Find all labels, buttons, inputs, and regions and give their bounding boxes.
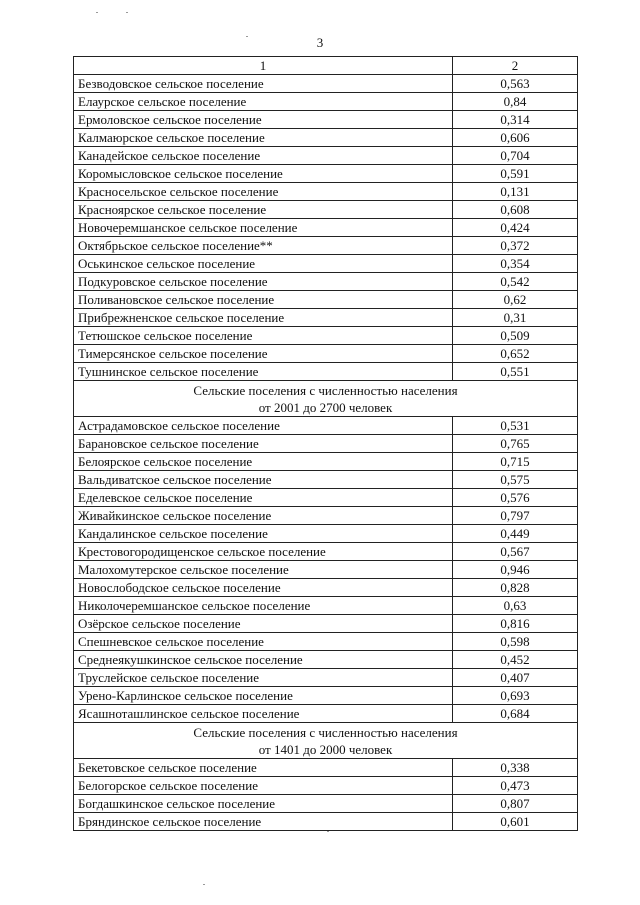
table-row bbox=[74, 669, 578, 687]
settlement-name: Еделевское сельское поселение bbox=[74, 489, 453, 507]
settlement-name: Октябрьское сельское поселение** bbox=[74, 237, 453, 255]
page-number: 3 bbox=[316, 35, 324, 50]
settlement-name: Николочеремшанское сельское поселение bbox=[74, 597, 453, 615]
coefficient-value: 0,601 bbox=[453, 813, 578, 831]
table-row bbox=[74, 417, 578, 435]
coefficient-value: 0,598 bbox=[453, 633, 578, 651]
scan-speck bbox=[96, 12, 98, 13]
settlement-name: Белоярское сельское поселение bbox=[74, 453, 453, 471]
settlement-name: Ермоловское сельское поселение bbox=[74, 111, 453, 129]
table-row bbox=[74, 93, 578, 111]
scan-speck bbox=[327, 831, 329, 832]
coefficient-value: 0,131 bbox=[453, 183, 578, 201]
scan-speck bbox=[203, 884, 205, 885]
coefficient-value: 0,575 bbox=[453, 471, 578, 489]
section-heading-row bbox=[74, 723, 578, 759]
table-row bbox=[74, 273, 578, 291]
coefficient-value: 0,354 bbox=[453, 255, 578, 273]
settlement-name: Новочеремшанское сельское поселение bbox=[74, 219, 453, 237]
table-row bbox=[74, 453, 578, 471]
table-row bbox=[74, 345, 578, 363]
coefficient-value: 0,765 bbox=[453, 435, 578, 453]
coefficient-value: 0,314 bbox=[453, 111, 578, 129]
coefficients-table bbox=[73, 56, 578, 831]
coefficient-value: 0,563 bbox=[453, 75, 578, 93]
settlement-name: Белогорское сельское поселение bbox=[74, 777, 453, 795]
table-row bbox=[74, 615, 578, 633]
settlement-name: Богдашкинское сельское поселение bbox=[74, 795, 453, 813]
table-row bbox=[74, 777, 578, 795]
table-row bbox=[74, 309, 578, 327]
settlement-name: Коромысловское сельское поселение bbox=[74, 165, 453, 183]
settlement-name: Астрадамовское сельское поселение bbox=[74, 417, 453, 435]
coefficient-value: 0,567 bbox=[453, 543, 578, 561]
section-heading bbox=[74, 381, 578, 417]
settlement-name: Оськинское сельское поселение bbox=[74, 255, 453, 273]
coefficient-value: 0,424 bbox=[453, 219, 578, 237]
table-row bbox=[74, 435, 578, 453]
settlement-name: Озёрское сельское поселение bbox=[74, 615, 453, 633]
coefficient-value: 0,591 bbox=[453, 165, 578, 183]
section-heading-line-1: Сельские поселения с численностью населения bbox=[193, 724, 458, 740]
settlement-name: Живайкинское сельское поселение bbox=[74, 507, 453, 525]
settlement-name: Крестовогородищенское сельское поселение bbox=[74, 543, 453, 561]
settlement-name: Калмаюрское сельское поселение bbox=[74, 129, 453, 147]
coefficient-value: 0,62 bbox=[453, 291, 578, 309]
table-row bbox=[74, 111, 578, 129]
table-body bbox=[74, 57, 578, 831]
table-row bbox=[74, 291, 578, 309]
table-row bbox=[74, 327, 578, 345]
table-row bbox=[74, 507, 578, 525]
settlement-name: Урено-Карлинское сельское поселение bbox=[74, 687, 453, 705]
settlement-name: Кандалинское сельское поселение bbox=[74, 525, 453, 543]
table-row bbox=[74, 183, 578, 201]
coefficient-value: 0,684 bbox=[453, 705, 578, 723]
table-row bbox=[74, 561, 578, 579]
table-row bbox=[74, 219, 578, 237]
table-row bbox=[74, 813, 578, 831]
settlement-name: Тимерсянское сельское поселение bbox=[74, 345, 453, 363]
column-header-2: 2 bbox=[453, 57, 578, 75]
coefficient-value: 0,449 bbox=[453, 525, 578, 543]
settlement-name: Тетюшское сельское поселение bbox=[74, 327, 453, 345]
table-row bbox=[74, 525, 578, 543]
coefficient-value: 0,473 bbox=[453, 777, 578, 795]
coefficient-value: 0,797 bbox=[453, 507, 578, 525]
section-heading-line-2: от 2001 до 2700 человек bbox=[258, 399, 393, 415]
scan-speck bbox=[126, 12, 128, 13]
settlement-name: Красноярское сельское поселение bbox=[74, 201, 453, 219]
coefficient-value: 0,652 bbox=[453, 345, 578, 363]
coefficient-value: 0,606 bbox=[453, 129, 578, 147]
coefficient-value: 0,828 bbox=[453, 579, 578, 597]
settlement-name: Спешневское сельское поселение bbox=[74, 633, 453, 651]
table-row bbox=[74, 255, 578, 273]
coefficient-value: 0,31 bbox=[453, 309, 578, 327]
settlement-name: Канадейское сельское поселение bbox=[74, 147, 453, 165]
coefficient-value: 0,551 bbox=[453, 363, 578, 381]
table-row bbox=[74, 147, 578, 165]
table-row bbox=[74, 687, 578, 705]
scan-speck bbox=[246, 36, 248, 37]
coefficient-value: 0,509 bbox=[453, 327, 578, 345]
settlement-name: Ясашноташлинское сельское поселение bbox=[74, 705, 453, 723]
table-header-row bbox=[74, 57, 578, 75]
table-row bbox=[74, 705, 578, 723]
table-row bbox=[74, 651, 578, 669]
section-heading-line-2: от 1401 до 2000 человек bbox=[258, 741, 393, 757]
settlement-name: Новослободское сельское поселение bbox=[74, 579, 453, 597]
settlement-name: Малохомутерское сельское поселение bbox=[74, 561, 453, 579]
settlement-name: Прибрежненское сельское поселение bbox=[74, 309, 453, 327]
coefficient-value: 0,84 bbox=[453, 93, 578, 111]
table-row bbox=[74, 129, 578, 147]
table-row bbox=[74, 165, 578, 183]
coefficient-value: 0,452 bbox=[453, 651, 578, 669]
settlement-name: Труслейское сельское поселение bbox=[74, 669, 453, 687]
coefficient-value: 0,715 bbox=[453, 453, 578, 471]
settlement-name: Подкуровское сельское поселение bbox=[74, 273, 453, 291]
coefficient-value: 0,407 bbox=[453, 669, 578, 687]
coefficient-value: 0,542 bbox=[453, 273, 578, 291]
table-row bbox=[74, 363, 578, 381]
settlement-name: Среднеякушкинское сельское поселение bbox=[74, 651, 453, 669]
table-row bbox=[74, 579, 578, 597]
coefficient-value: 0,807 bbox=[453, 795, 578, 813]
coefficient-value: 0,693 bbox=[453, 687, 578, 705]
settlement-name: Безводовское сельское поселение bbox=[74, 75, 453, 93]
settlement-name: Красносельское сельское поселение bbox=[74, 183, 453, 201]
section-heading-line-1: Сельские поселения с численностью населения bbox=[193, 382, 458, 398]
coefficient-value: 0,608 bbox=[453, 201, 578, 219]
coefficient-value: 0,338 bbox=[453, 759, 578, 777]
table-row bbox=[74, 795, 578, 813]
settlement-name: Вальдиватское сельское поселение bbox=[74, 471, 453, 489]
coefficient-value: 0,816 bbox=[453, 615, 578, 633]
table-row bbox=[74, 543, 578, 561]
coefficient-value: 0,531 bbox=[453, 417, 578, 435]
settlement-name: Поливановское сельское поселение bbox=[74, 291, 453, 309]
table-row bbox=[74, 489, 578, 507]
coefficient-value: 0,946 bbox=[453, 561, 578, 579]
table-row bbox=[74, 471, 578, 489]
section-heading-row bbox=[74, 381, 578, 417]
settlement-name: Барановское сельское поселение bbox=[74, 435, 453, 453]
table-row bbox=[74, 201, 578, 219]
coefficient-value: 0,576 bbox=[453, 489, 578, 507]
coefficient-value: 0,63 bbox=[453, 597, 578, 615]
coefficient-value: 0,372 bbox=[453, 237, 578, 255]
table-row bbox=[74, 633, 578, 651]
settlement-name: Бряндинское сельское поселение bbox=[74, 813, 453, 831]
settlement-name: Елаурское сельское поселение bbox=[74, 93, 453, 111]
table-row bbox=[74, 75, 578, 93]
table-row bbox=[74, 597, 578, 615]
settlement-name: Бекетовское сельское поселение bbox=[74, 759, 453, 777]
table-row bbox=[74, 237, 578, 255]
section-heading bbox=[74, 723, 578, 759]
column-header-1: 1 bbox=[74, 57, 453, 75]
settlement-name: Тушнинское сельское поселение bbox=[74, 363, 453, 381]
table-row bbox=[74, 759, 578, 777]
coefficient-value: 0,704 bbox=[453, 147, 578, 165]
